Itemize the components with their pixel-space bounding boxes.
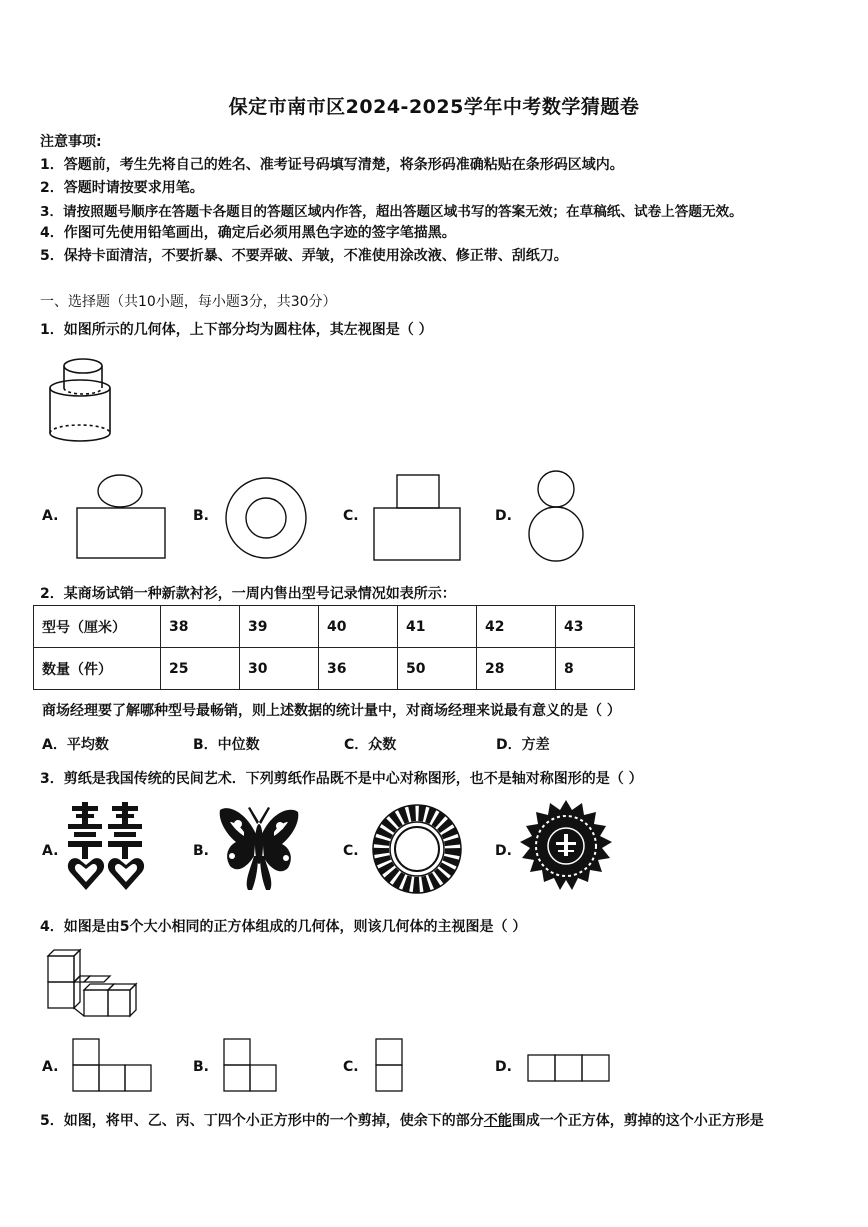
table-cell: 36 bbox=[319, 648, 398, 690]
q5-stem-underlined: 不能 bbox=[483, 1113, 512, 1129]
q4-option-d[interactable]: D. bbox=[495, 1059, 512, 1075]
section-heading: 一、选择题（共10小题，每小题3分，共30分） bbox=[40, 294, 337, 310]
table-cell: 40 bbox=[319, 606, 398, 648]
q2-option-a[interactable]: A．平均数 bbox=[42, 737, 109, 753]
q4-option-b-figure bbox=[223, 1038, 279, 1094]
q1-option-d[interactable]: D. bbox=[495, 508, 512, 524]
table-cell: 25 bbox=[161, 648, 240, 690]
q2-table bbox=[33, 605, 635, 690]
q5-stem-before: 5．如图，将甲、乙、丙、丁四个小正方形中的一个剪掉，使余下的部分 bbox=[40, 1113, 484, 1129]
q4-option-b[interactable]: B. bbox=[193, 1059, 209, 1075]
notice-item-5: 5．保持卡面清洁，不要折暴、不要弄破、弄皱，不准使用涂改液、修正带、刮纸刀。 bbox=[40, 248, 568, 264]
q3-option-b-butterfly-papercut bbox=[218, 804, 300, 892]
table-row bbox=[34, 648, 635, 690]
table-cell: 28 bbox=[477, 648, 556, 690]
table-cell: 43 bbox=[556, 606, 635, 648]
q1-solid-figure bbox=[44, 355, 124, 445]
q3-option-d[interactable]: D. bbox=[495, 843, 512, 859]
q4-option-a-figure bbox=[72, 1038, 154, 1094]
q5-stem bbox=[40, 1110, 764, 1130]
q2-stem: 2．某商场试销一种新款衬衫，一周内售出型号记录情况如表所示： bbox=[40, 586, 456, 602]
table-cell: 30 bbox=[240, 648, 319, 690]
table-cell: 38 bbox=[161, 606, 240, 648]
q1-option-b-figure bbox=[222, 474, 310, 562]
table-cell: 39 bbox=[240, 606, 319, 648]
q4-option-c[interactable]: C. bbox=[343, 1059, 359, 1075]
q4-option-a[interactable]: A. bbox=[42, 1059, 59, 1075]
q3-option-b[interactable]: B. bbox=[193, 843, 209, 859]
notice-item-3: 3．请按照题号顺序在答题卡各题目的答题区域内作答，超出答题区域书写的答案无效；在草稿纸、试卷上答题无效。 bbox=[40, 204, 743, 220]
table-cell: 41 bbox=[398, 606, 477, 648]
q3-option-d-rosette-papercut bbox=[520, 800, 612, 892]
q2-option-b[interactable]: B．中位数 bbox=[193, 737, 260, 753]
table-cell: 50 bbox=[398, 648, 477, 690]
q3-option-a-double-happiness-papercut bbox=[66, 802, 148, 892]
q4-option-c-figure bbox=[375, 1038, 405, 1094]
table-cell: 42 bbox=[477, 606, 556, 648]
notice-item-1: 1．答题前，考生先将自己的姓名、准考证号码填写清楚，将条形码准确粘贴在条形码区域内。 bbox=[40, 157, 624, 173]
table-row bbox=[34, 606, 635, 648]
q4-option-d-figure bbox=[527, 1054, 611, 1084]
q1-stem: 1．如图所示的几何体，上下部分均为圆柱体，其左视图是（ ） bbox=[40, 322, 433, 338]
q2-option-c[interactable]: C．众数 bbox=[344, 737, 397, 753]
q1-option-a[interactable]: A. bbox=[42, 508, 59, 524]
notice-item-4: 4．作图可先使用铅笔画出，确定后必须用黑色字迹的签字笔描黑。 bbox=[40, 225, 456, 241]
q4-stem: 4．如图是由5个大小相同的正方体组成的几何体，则该几何体的主视图是（ ） bbox=[40, 919, 527, 935]
q4-cube-stack-figure bbox=[44, 948, 136, 1020]
table-header-count: 数量（件） bbox=[34, 648, 161, 690]
q3-option-c[interactable]: C. bbox=[343, 843, 359, 859]
q3-option-c-ring-papercut bbox=[372, 804, 462, 894]
table-cell: 8 bbox=[556, 648, 635, 690]
notice-item-2: 2．答题时请按要求用笔。 bbox=[40, 180, 204, 196]
q2-option-d[interactable]: D．方差 bbox=[496, 737, 550, 753]
table-header-size: 型号（厘米） bbox=[34, 606, 161, 648]
q3-stem: 3．剪纸是我国传统的民间艺术．下列剪纸作品既不是中心对称图形，也不是轴对称图形的是（ ） bbox=[40, 771, 643, 787]
q3-option-a[interactable]: A. bbox=[42, 843, 59, 859]
q2-followup: 商场经理要了解哪种型号最畅销，则上述数据的统计量中，对商场经理来说最有意义的是（ ） bbox=[42, 703, 621, 719]
q5-stem-after: 围成一个正方体，剪掉的这个小正方形是 bbox=[511, 1113, 764, 1129]
page-title: 保定市南市区2024-2025学年中考数学猜题卷 bbox=[228, 96, 640, 118]
q1-option-c-figure bbox=[370, 474, 465, 564]
q1-option-b[interactable]: B. bbox=[193, 508, 209, 524]
q1-option-a-figure bbox=[74, 472, 169, 562]
q1-option-d-figure bbox=[520, 468, 586, 566]
notice-heading: 注意事项: bbox=[40, 134, 102, 150]
q1-option-c[interactable]: C. bbox=[343, 508, 359, 524]
